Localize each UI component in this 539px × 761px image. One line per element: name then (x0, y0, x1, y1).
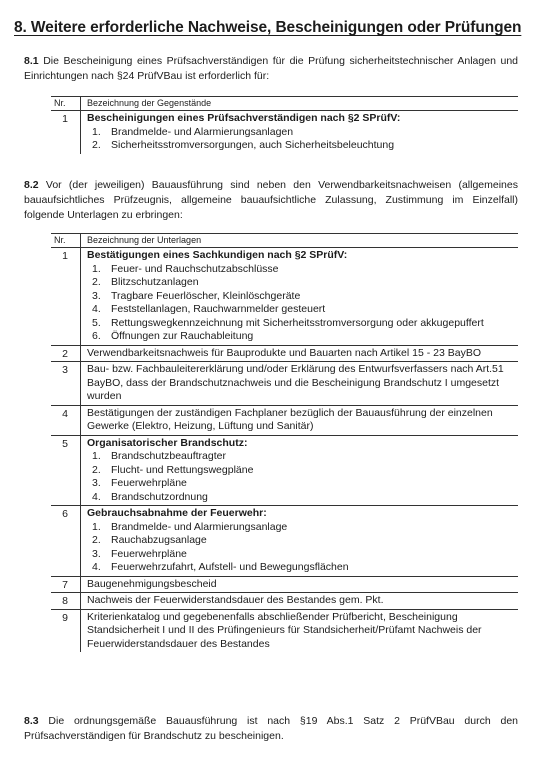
row-text: Kriterienkatalog und gegebenenfalls abschließender Prüfbericht, Bescheinigung Standsicherheit I und II des Prüfingenieurs für Standsicherheit/Prüfamt Nachweis der Feuerwiderstandsdauer des Bestandes (87, 610, 482, 650)
list-item-text: Brandmelde- und Alarmierungsanlagen (111, 125, 294, 138)
column-header-description: Bezeichnung der Gegenstände (80, 97, 518, 110)
list-item-text: Flucht- und Rettungswegpläne (111, 463, 254, 476)
table-row (51, 362, 518, 406)
row-number: 6 (62, 508, 68, 520)
row-text: Bau- bzw. Fachbauleitererklärung und/oder Erklärung des Entwurfsverfassers nach Art.51 BayBO, dass der Brandschutznachweis und die Bescheinigung Brandschutz I umgesetzt wurden (87, 363, 504, 402)
table-header (51, 96, 518, 111)
section-heading: 8. Weitere erforderliche Nachweise, Bescheinigungen oder Prüfungen (14, 19, 522, 36)
list-item-number: 1. (92, 450, 101, 462)
list-item-number: 3. (92, 547, 101, 560)
list-item (92, 561, 518, 575)
section-8-3-text: Die ordnungsgemäße Bauausführung ist nach §19 Abs.1 Satz 2 PrüfVBau durch den Prüfsachverständigen für Brandschutz zu bescheinigen. (24, 715, 518, 742)
section-8-1-number: 8.1 (24, 55, 39, 67)
list-item-text: Feuerwehrpläne (111, 477, 187, 489)
table-body (51, 111, 518, 154)
row-description (80, 436, 518, 506)
column-header-description: Bezeichnung der Unterlagen (80, 234, 518, 247)
table-row (51, 406, 518, 436)
section-8-1-text: Die Bescheinigung eines Prüfsachverständigen für die Prüfung sicherheitstechnischer Anlagen und Einrichtungen nach §24 PrüfVBau ist erforderlich für: (24, 55, 518, 82)
list-item-number: 5. (92, 316, 101, 329)
row-title: Bescheinigungen eines Prüfsachverständigen nach §2 SPrüfV: (87, 112, 401, 124)
row-description (80, 506, 518, 576)
list-item-number: 4. (92, 490, 101, 503)
list-item-text: Brandmelde- und Alarmierungsanlage (111, 520, 288, 533)
row-number: 9 (62, 611, 68, 624)
list-item (92, 534, 518, 548)
section-8-2-text: Vor (der jeweiligen) Bauausführung sind neben den Verwendbarkeitsnachweisen (allgemeines bauaufsichtliches Prüfzeugnis, allgemeine bauaufsichtliche Zulassung, Zustimmung im Einzelfall) folgende Unterlagen zu erbringen: (24, 179, 518, 221)
table-row (51, 346, 518, 363)
row-text: Nachweis der Feuerwiderstandsdauer des Bestandes gem. Pkt. (87, 594, 384, 606)
list-item-text: Feststellanlagen, Rauchwarnmelder gesteuert (111, 303, 326, 315)
row-number: 3 (62, 364, 68, 376)
row-description (80, 346, 518, 362)
list-item-number: 1. (92, 125, 101, 138)
list-item (92, 276, 518, 290)
list-item-number: 3. (92, 289, 101, 302)
list-item-text: Sicherheitsstromversorgungen, auch Sicherheitsbeleuchtung (111, 139, 395, 151)
table-unterlagen (51, 233, 518, 652)
row-description (80, 610, 518, 653)
list-item (92, 477, 518, 491)
row-number: 1 (62, 250, 68, 262)
list-item-number: 4. (92, 561, 101, 573)
list-item-text: Feuerwehrzufahrt, Aufstell- und Bewegungsflächen (111, 561, 349, 573)
table-header (51, 233, 518, 248)
section-8-3-number: 8.3 (24, 715, 39, 727)
row-description (80, 362, 518, 405)
section-8-3-paragraph (24, 714, 518, 744)
section-8-2-paragraph (24, 178, 518, 223)
list-item (92, 139, 518, 153)
list-item (92, 303, 518, 317)
row-number: 4 (62, 407, 68, 420)
list-item (92, 316, 518, 331)
list-item (92, 330, 518, 344)
table-row (51, 111, 518, 154)
table-body (51, 248, 518, 652)
list-item-number: 2. (92, 534, 101, 546)
row-title: Bestätigungen eines Sachkundigen nach §2 SPrüfV: (87, 249, 348, 261)
row-number: 8 (62, 595, 68, 607)
list-item (92, 490, 518, 505)
list-item-text: Tragbare Feuerlöscher, Kleinlöschgeräte (111, 289, 301, 302)
table-row (51, 610, 518, 653)
row-description (80, 111, 518, 154)
list-item-text: Rettungswegkennzeichnung mit Sicherheitsstromversorgung oder akkugepuffert (111, 316, 484, 329)
list-item-text: Feuer- und Rauchschutzabschlüsse (111, 262, 279, 275)
row-description (80, 406, 518, 435)
list-item (92, 450, 518, 464)
table-row (51, 577, 518, 594)
row-text: Bestätigungen der zuständigen Fachplaner bezüglich der Bauausführung der einzelnen Gewerke (Elektro, Heizung, Lüftung und Sanitär) (87, 406, 493, 432)
table-gegenstaende (51, 96, 518, 154)
list-item-number: 6. (92, 330, 101, 342)
list-item-number: 2. (92, 276, 101, 288)
section-8-2-number: 8.2 (24, 179, 39, 191)
row-description (80, 577, 518, 593)
row-text: Verwendbarkeitsnachweis für Bauprodukte und Bauarten nach Artikel 15 - 23 BayBO (87, 346, 481, 359)
list-item-text: Brandschutzbeauftragter (111, 450, 226, 462)
row-number: 7 (62, 578, 68, 591)
table-row (51, 436, 518, 507)
column-header-nr: Nr. (54, 98, 66, 108)
row-text: Baugenehmigungsbescheid (87, 577, 217, 590)
list-item (92, 289, 518, 304)
row-title: Gebrauchsabnahme der Feuerwehr: (87, 507, 267, 519)
list-item-number: 3. (92, 477, 101, 489)
section-8-1-paragraph (24, 54, 518, 84)
list-item (92, 547, 518, 562)
row-number: 1 (62, 113, 68, 125)
item-list (87, 263, 518, 344)
list-item-number: 4. (92, 303, 101, 315)
list-item-text: Rauchabzugsanlage (111, 534, 207, 546)
table-row (51, 593, 518, 610)
item-list (87, 521, 518, 575)
list-item-text: Öffnungen zur Rauchableitung (111, 330, 254, 342)
list-item-text: Blitzschutzanlagen (111, 276, 199, 288)
column-header-nr: Nr. (54, 235, 66, 245)
list-item-number: 1. (92, 262, 101, 275)
list-item-text: Brandschutzordnung (111, 490, 208, 503)
list-item-number: 1. (92, 520, 101, 533)
table-row (51, 248, 518, 346)
list-item (92, 463, 518, 478)
row-title: Organisatorischer Brandschutz: (87, 436, 248, 449)
row-description (80, 593, 518, 609)
table-row (51, 506, 518, 577)
item-list (87, 126, 518, 153)
item-list (87, 450, 518, 504)
row-description (80, 248, 518, 345)
list-item (92, 262, 518, 277)
list-item-number: 2. (92, 139, 101, 151)
list-item (92, 520, 518, 535)
list-item (92, 125, 518, 140)
list-item-number: 2. (92, 463, 101, 476)
list-item-text: Feuerwehrpläne (111, 547, 187, 560)
row-number: 2 (62, 347, 68, 360)
row-number: 5 (62, 437, 68, 450)
